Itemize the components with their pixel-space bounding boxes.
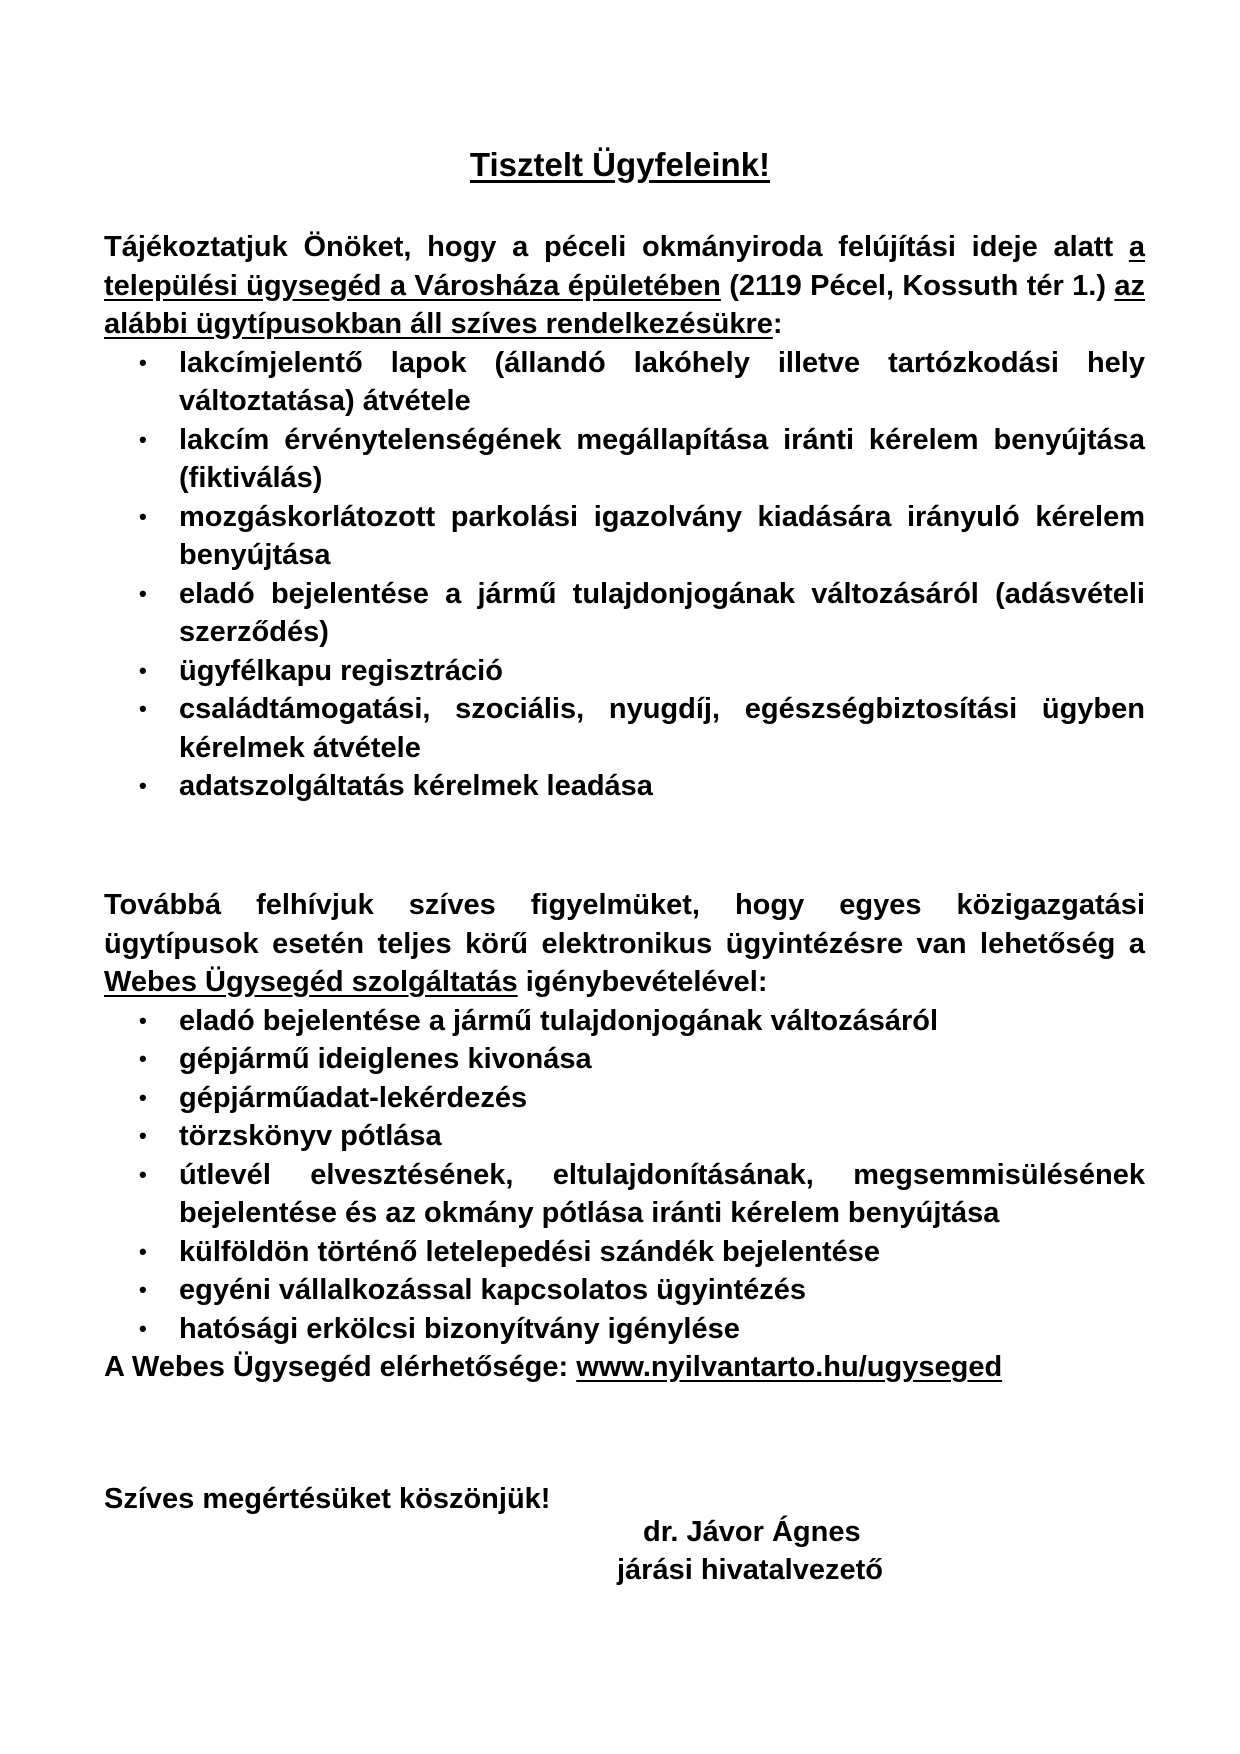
signature-role: járási hivatalvezető [617, 1554, 883, 1586]
bullet-icon: • [139, 1161, 147, 1187]
online-underlined-service: Webes Ügysegéd szolgáltatás [104, 966, 518, 998]
online-text-1: Továbbá felhívjuk szíves figyelmüket, hogy egyes közigazgatási ügytípusok esetén teljes körű elektronikus ügyintézésre van lehetőség a [104, 889, 1145, 960]
list-item-text: gépjárműadat-lekérdezés [179, 1081, 528, 1114]
online-section [104, 886, 1145, 1387]
intro-section [104, 228, 1145, 806]
bullet-icon: • [139, 349, 147, 375]
list-item-text: útlevél elvesztésének, eltulajdonításának, megsemmisülésének bejelentése és az okmány pótlása iránti kérelem benyújtása [179, 1158, 1145, 1229]
bullet-icon: • [139, 657, 147, 683]
service-list-onsite [104, 344, 1145, 806]
list-item-text: családtámogatási, szociális, nyugdíj, egészségbiztosítási ügyben kérelmek átvétele [179, 693, 1145, 764]
bullet-icon: • [139, 1007, 147, 1033]
closing-text: Szíves megértésüket köszönjük! [104, 1483, 551, 1515]
list-item-text: mozgáskorlátozott parkolási igazolvány kiadására irányuló kérelem benyújtása [179, 500, 1145, 571]
access-label: A Webes Ügysegéd elérhetősége: [104, 1351, 577, 1383]
access-url-link[interactable]: www.nyilvantarto.hu/ugyseged [576, 1351, 1003, 1383]
bullet-icon: • [139, 696, 147, 721]
list-item-text: eladó bejelentése a jármű tulajdonjogának változásáról (adásvételi szerződés) [179, 577, 1145, 648]
intro-underlined-location: a települési ügysegéd a Városháza épületében [104, 231, 1145, 302]
list-item [104, 1002, 1145, 1041]
list-item-text: gépjármű ideiglenes kivonása [179, 1043, 592, 1075]
list-item [104, 1079, 1145, 1118]
list-item-text: lakcímjelentő lapok (állandó lakóhely illetve tartózkodási hely változtatása) átvétele [179, 346, 1145, 417]
list-item-text: egyéni vállalkozással kapcsolatos ügyintézés [179, 1274, 807, 1306]
list-item-text: eladó bejelentése a jármű tulajdonjogának változásáról [179, 1004, 939, 1037]
online-paragraph [104, 886, 1145, 1002]
bullet-icon: • [139, 1277, 147, 1302]
bullet-icon: • [139, 1123, 147, 1148]
page-title [0, 145, 1240, 185]
bullet-icon: • [139, 773, 147, 798]
bullet-icon: • [139, 1046, 147, 1071]
bullet-icon: • [139, 580, 147, 606]
list-item [104, 498, 1145, 575]
bullet-icon: • [139, 1084, 147, 1110]
page-title-text: Tisztelt Ügyfeleink! [469, 146, 771, 183]
list-item [104, 1156, 1145, 1233]
list-item-text: ügyfélkapu regisztráció [179, 654, 503, 687]
intro-text-1: Tájékoztatjuk Önöket, hogy a péceli okmányiroda felújítási ideje alatt [104, 231, 1129, 263]
signature-name: dr. Jávor Ágnes [643, 1516, 861, 1548]
intro-paragraph [104, 228, 1145, 344]
bullet-icon: • [139, 426, 147, 452]
list-item [104, 690, 1145, 767]
access-line [104, 1348, 1145, 1387]
list-item-text: hatósági erkölcsi bizonyítvány igénylése [179, 1312, 740, 1345]
list-item [104, 344, 1145, 421]
list-item [104, 1040, 1145, 1079]
list-item [104, 1271, 1145, 1310]
list-item [104, 1117, 1145, 1156]
list-item [104, 1233, 1145, 1272]
list-item [104, 421, 1145, 498]
list-item-text: adatszolgáltatás kérelmek leadása [179, 770, 653, 802]
list-item [104, 1310, 1145, 1349]
list-item [104, 652, 1145, 691]
intro-underlined-availability: az alábbi ügytípusokban áll szíves rendelkezésükre [104, 269, 1146, 340]
bullet-icon: • [139, 503, 147, 529]
list-item-text: lakcím érvénytelenségének megállapítása iránti kérelem benyújtása (fiktiválás) [179, 423, 1145, 494]
list-item-text: törzskönyv pótlása [179, 1120, 442, 1152]
intro-text-colon: : [772, 308, 783, 340]
list-item [104, 575, 1145, 652]
online-text-2: igénybevételével: [517, 966, 768, 998]
intro-text-address: (2119 Pécel, Kossuth tér 1.) [720, 269, 1115, 302]
list-item-text: külföldön történő letelepedési szándék bejelentése [179, 1235, 881, 1268]
bullet-icon: • [139, 1315, 147, 1341]
service-list-online [104, 1002, 1145, 1349]
bullet-icon: • [139, 1238, 147, 1264]
list-item [104, 767, 1145, 806]
